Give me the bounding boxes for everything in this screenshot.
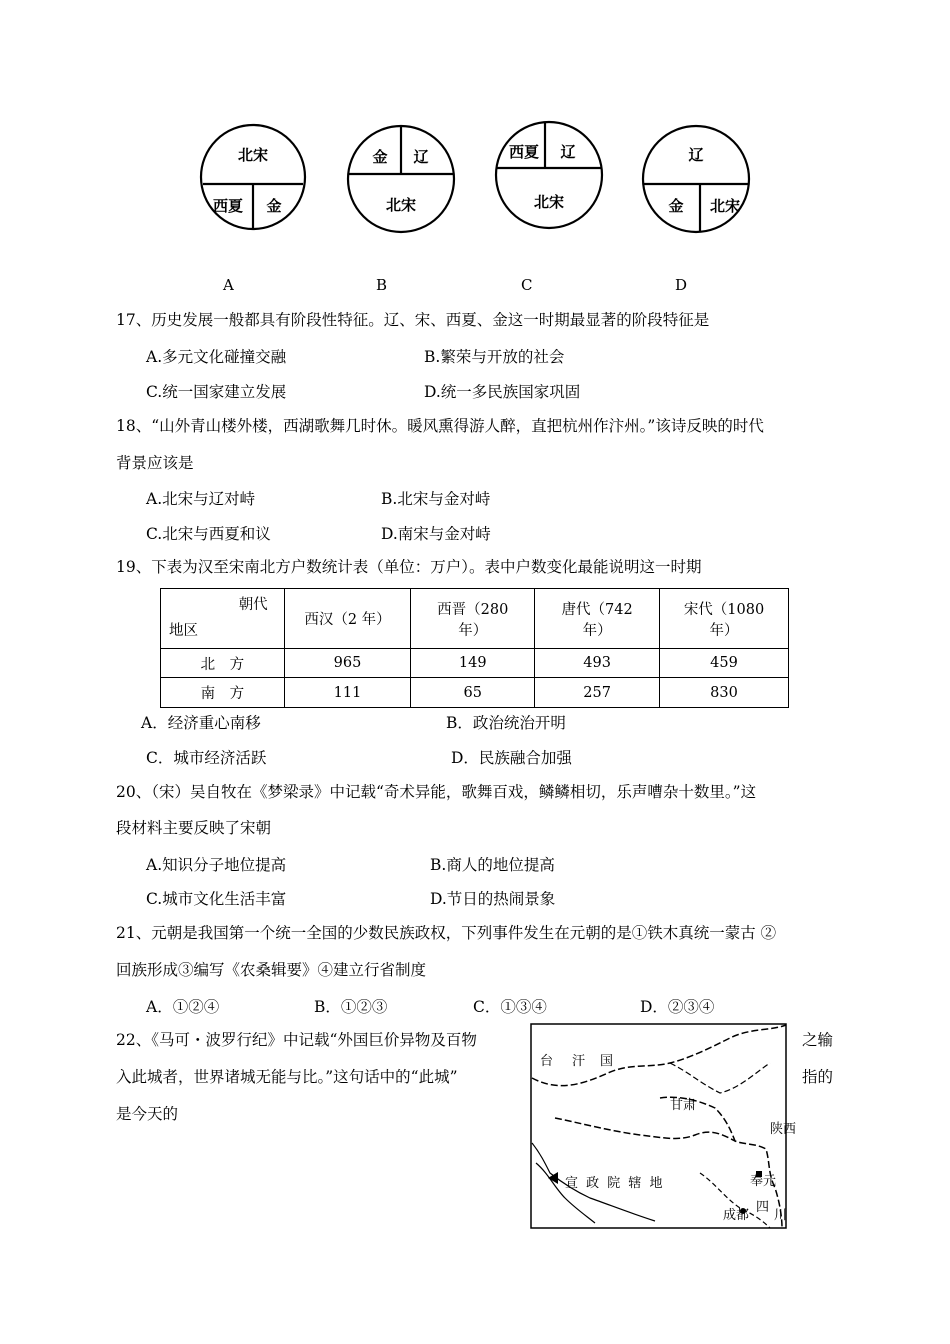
map-label-tai: 台 bbox=[540, 1054, 554, 1069]
q18-option-a[interactable]: A.北宋与辽对峙 bbox=[146, 490, 256, 508]
circle-d-part-1: 辽 bbox=[688, 146, 704, 164]
q20-option-b[interactable]: B.商人的地位提高 bbox=[430, 856, 555, 874]
map-label-shaanxi: 陕西 bbox=[770, 1122, 797, 1137]
cell: 830 bbox=[660, 678, 789, 708]
circle-option-a bbox=[201, 125, 305, 229]
yuan-map bbox=[530, 1023, 797, 1230]
q22-line3: 是今天的 bbox=[116, 1105, 179, 1123]
header-song-line1: 宋代（1080 bbox=[683, 601, 765, 618]
row-north-label: 北 方 bbox=[161, 649, 285, 678]
circle-a-part-3: 金 bbox=[266, 197, 282, 215]
q18-option-d[interactable]: D.南宋与金对峙 bbox=[381, 525, 491, 543]
circle-b-part-3: 北宋 bbox=[385, 196, 417, 214]
q19-option-b[interactable]: B．政治统治开明 bbox=[446, 714, 566, 732]
circle-c-part-1: 西夏 bbox=[508, 143, 540, 161]
corner-label-dynasty: 朝代 bbox=[238, 597, 268, 613]
circle-label-c: C bbox=[521, 276, 533, 294]
circle-c-part-2: 辽 bbox=[560, 143, 576, 161]
q19-option-a[interactable]: A．经济重心南移 bbox=[141, 714, 261, 732]
q18-stem-line1: 18、“山外青山楼外楼，西湖歌舞几时休。暖风熏得游人醉，直把杭州作汴州。”该诗反映的时代 bbox=[116, 417, 764, 435]
header-xijin-line1: 西晋（280 bbox=[437, 601, 509, 618]
circle-option-d bbox=[643, 126, 749, 232]
q17-option-a[interactable]: A.多元文化碰撞交融 bbox=[146, 348, 287, 366]
cell: 257 bbox=[535, 678, 660, 708]
circle-option-b bbox=[348, 126, 454, 232]
q21-option-b[interactable]: B．①②③ bbox=[314, 998, 388, 1016]
household-table bbox=[160, 588, 789, 708]
q20-stem-line2: 段材料主要反映了宋朝 bbox=[116, 819, 272, 837]
map-label-chengdu: 成都 bbox=[723, 1208, 750, 1223]
corner-label-region: 地区 bbox=[169, 623, 198, 639]
circle-label-a: A bbox=[223, 276, 234, 294]
header-xihan bbox=[284, 589, 411, 649]
q21-option-c[interactable]: C．①③④ bbox=[473, 998, 547, 1016]
q17-option-c[interactable]: C.统一国家建立发展 bbox=[146, 383, 287, 401]
row-south-label: 南 方 bbox=[161, 678, 285, 708]
q20-option-c[interactable]: C.城市文化生活丰富 bbox=[146, 890, 287, 908]
cell: 149 bbox=[411, 649, 535, 678]
q21-stem-line1: 21、元朝是我国第一个统一全国的少数民族政权，下列事件发生在元朝的是①铁木真统一蒙古 ② bbox=[116, 924, 777, 942]
header-song bbox=[660, 589, 789, 649]
q21-option-d[interactable]: D．②③④ bbox=[640, 998, 715, 1016]
map-label-si: 四 bbox=[756, 1200, 770, 1215]
header-xihan-text: 西汉（2 年） bbox=[304, 612, 391, 628]
circle-b-part-1: 金 bbox=[372, 148, 388, 166]
q20-option-a[interactable]: A.知识分子地位提高 bbox=[146, 856, 287, 874]
header-tang bbox=[535, 589, 660, 649]
circle-a-part-1: 北宋 bbox=[237, 146, 269, 164]
cell: 65 bbox=[411, 678, 535, 708]
table-row bbox=[161, 678, 789, 708]
q21-option-a[interactable]: A．①②④ bbox=[146, 998, 220, 1016]
circle-d-part-2: 金 bbox=[668, 197, 684, 215]
circle-option-c bbox=[496, 122, 602, 228]
cell: 111 bbox=[284, 678, 411, 708]
circle-a-part-2: 西夏 bbox=[212, 197, 244, 215]
table-corner-cell bbox=[161, 589, 285, 649]
map-label-gansu: 甘肃 bbox=[670, 1098, 697, 1113]
header-tang-line1: 唐代（742 bbox=[561, 601, 633, 618]
q17-stem: 17、历史发展一般都具有阶段性特征。辽、宋、西夏、金这一时期最显著的阶段特征是 bbox=[116, 311, 710, 329]
header-tang-line2: 年） bbox=[582, 622, 612, 639]
circle-label-b: B bbox=[376, 276, 388, 294]
map-label-chuan: 川 bbox=[774, 1208, 788, 1223]
cell: 459 bbox=[660, 649, 789, 678]
q19-option-d[interactable]: D．民族融合加强 bbox=[451, 749, 572, 767]
q19-option-c[interactable]: C．城市经济活跃 bbox=[146, 749, 267, 767]
q19-stem: 19、下表为汉至宋南北方户数统计表（单位：万户）。表中户数变化最能说明这一时期 bbox=[116, 558, 702, 576]
q20-stem-line1: 20、（宋）吴自牧在《梦梁录》中记载“奇术异能，歌舞百戏，鳞鳞相切，乐声嘈杂十数里。”这 bbox=[116, 783, 757, 801]
circle-label-d: D bbox=[675, 276, 688, 294]
q22-line2-right: 指的 bbox=[802, 1068, 834, 1086]
map-label-fengyuan: 奉元 bbox=[750, 1174, 777, 1189]
q18-option-c[interactable]: C.北宋与西夏和议 bbox=[146, 525, 271, 543]
cell: 493 bbox=[535, 649, 660, 678]
circle-b-part-2: 辽 bbox=[413, 148, 429, 166]
q17-option-b[interactable]: B.繁荣与开放的社会 bbox=[424, 348, 565, 366]
q17-option-d[interactable]: D.统一多民族国家巩固 bbox=[424, 383, 581, 401]
cell: 965 bbox=[284, 649, 411, 678]
map-label-xuanzhengyuan: 宣 政 院 辖 地 bbox=[565, 1176, 665, 1191]
dynasty-circles-diagram bbox=[190, 112, 770, 242]
circle-c-part-3: 北宋 bbox=[533, 193, 565, 211]
q20-option-d[interactable]: D.节日的热闹景象 bbox=[430, 890, 556, 908]
q18-option-b[interactable]: B.北宋与金对峙 bbox=[381, 490, 491, 508]
q18-stem-line2: 背景应该是 bbox=[116, 454, 194, 472]
map-label-han: 汗 bbox=[572, 1054, 586, 1069]
q22-line2-left: 入此城者，世界诸城无能与比。”这句话中的“此城” bbox=[116, 1068, 458, 1086]
q21-stem-line2: 回族形成③编写《农桑辑要》④建立行省制度 bbox=[116, 961, 427, 979]
header-xijin-line2: 年） bbox=[458, 622, 488, 639]
circle-d-part-3: 北宋 bbox=[709, 197, 741, 215]
header-song-line2: 年） bbox=[709, 622, 739, 639]
q22-line1-right: 之输 bbox=[802, 1031, 834, 1049]
header-xijin bbox=[411, 589, 535, 649]
table-row bbox=[161, 649, 789, 678]
q22-line1-left: 22、《马可・波罗行纪》中记载“外国巨价异物及百物 bbox=[116, 1031, 477, 1049]
map-label-guo: 国 bbox=[600, 1054, 614, 1069]
